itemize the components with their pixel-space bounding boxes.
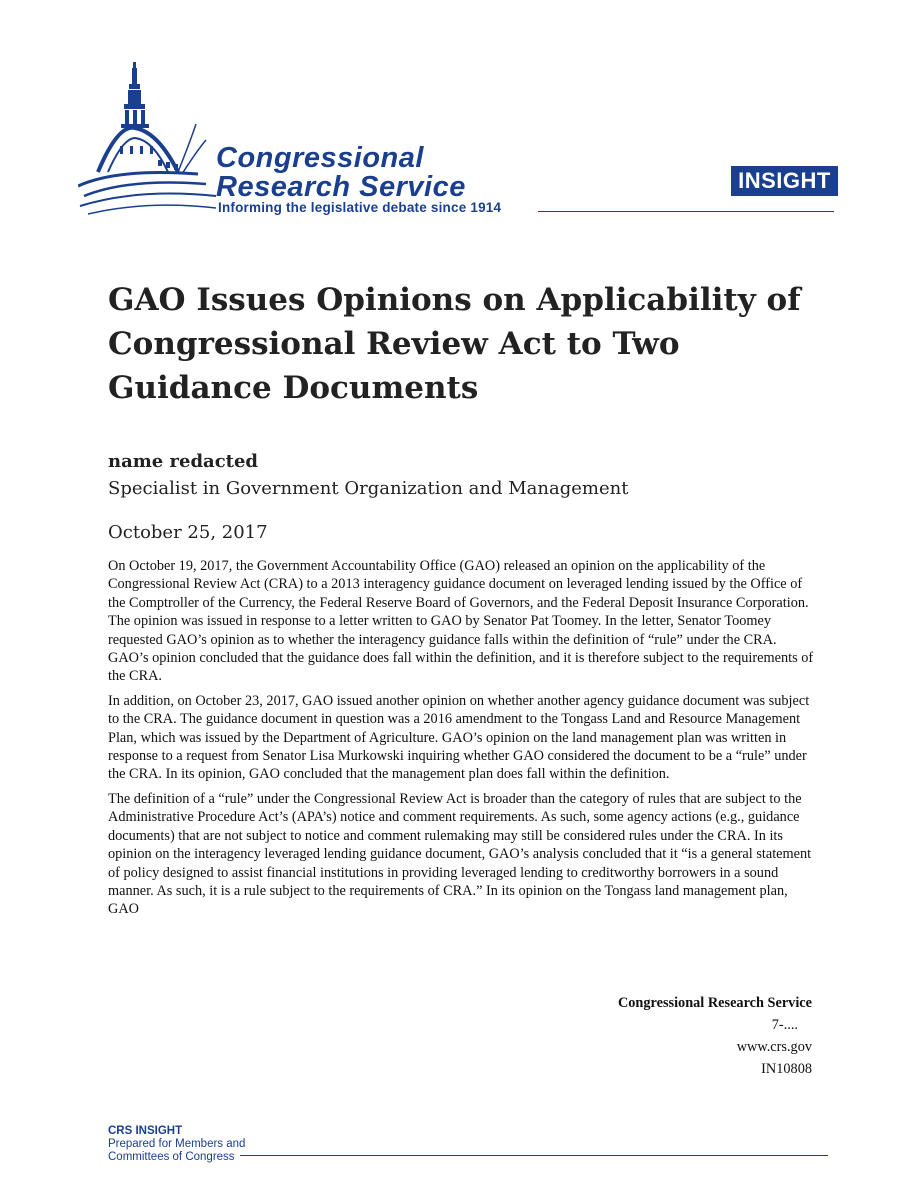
paragraph: On October 19, 2017, the Government Accountability Office (GAO) released an opinion on the applicability of the Congressional Review Act (CRA) to a 2013 interagency guidance document on leveraged lending issued by the Office of the Comptroller of the Currency, the Federal Reserve Board of Governors, and the Federal Deposit Insurance Corporation. The opinion was issued in response to a letter written to GAO by Senator Pat Toomey. In the letter, Senator Toomey requested GAO’s opinion as to whether the interagency guidance falls within the definition of “rule” under the CRA. GAO’s opinion concluded that the guidance does fall within the definition, and it is therefore subject to the requirements of the CRA. <box>108 558 814 685</box>
footer-website[interactable]: www.crs.gov <box>736 1039 812 1055</box>
tagline: Informing the legislative debate since 1914 <box>218 200 502 215</box>
capitol-dome-icon <box>78 62 218 222</box>
paragraph: In addition, on October 23, 2017, GAO issued another opinion on whether another agency guidance document was subject to the CRA. The guidance document in question was a 2016 amendment to the Tongass Land and Resource Management Plan, which was issued by the Department of Agriculture. GAO’s opinion on the land management plan was written in response to a request from Senator Lisa Murkowski inquiring whether GAO considered the document to be a “rule” under the CRA. In its opinion, GAO concluded that the management plan does fall within the definition. <box>108 692 810 783</box>
footer-org: Congressional Research Service <box>617 995 812 1011</box>
publication-date: October 25, 2017 <box>108 522 268 543</box>
org-name-line1: Congressional <box>216 142 424 174</box>
crs-logo <box>78 62 838 232</box>
author-name: name redacted <box>108 451 259 472</box>
footer-meta <box>618 992 812 1080</box>
report-id: IN10808 <box>761 1061 812 1077</box>
footer-rule <box>240 1155 828 1156</box>
insight-badge: INSIGHT <box>731 166 838 196</box>
paragraph: The definition of a “rule” under the Congressional Review Act is broader than the category of rules that are subject to the Administrative Procedure Act’s (APA’s) notice and comment requirements. As such, some agency actions (e.g., guidance documents) that are not subject to notice and comment rulemaking may still be considered rules under the CRA. In its opinion on the interagency leveraged lending guidance document, GAO’s analysis concluded that it “is a general statement of policy designed to assist financial institutions in providing leveraged lending to creditworthy borrowers in a sound manner. As such, it is a rule subject to the requirements of CRA.” In its opinion on the Tongass land management plan, GAO <box>108 790 812 918</box>
org-name-line2: Research Service <box>216 171 466 203</box>
crs-footer-line1: Prepared for Members and <box>108 1138 246 1150</box>
body-text <box>108 557 820 925</box>
crs-insight-footer <box>108 1125 245 1164</box>
document-title: GAO Issues Opinions on Applicability of Congressional Review Act to Two Guidance Documents <box>108 282 801 406</box>
tagline-rule <box>538 211 834 212</box>
footer-phone: 7-.... <box>771 1017 798 1033</box>
author-title: Specialist in Government Organization and Management <box>108 478 629 499</box>
crs-footer-line2: Committees of Congress <box>108 1151 235 1163</box>
crs-footer-label: CRS INSIGHT <box>108 1125 183 1137</box>
